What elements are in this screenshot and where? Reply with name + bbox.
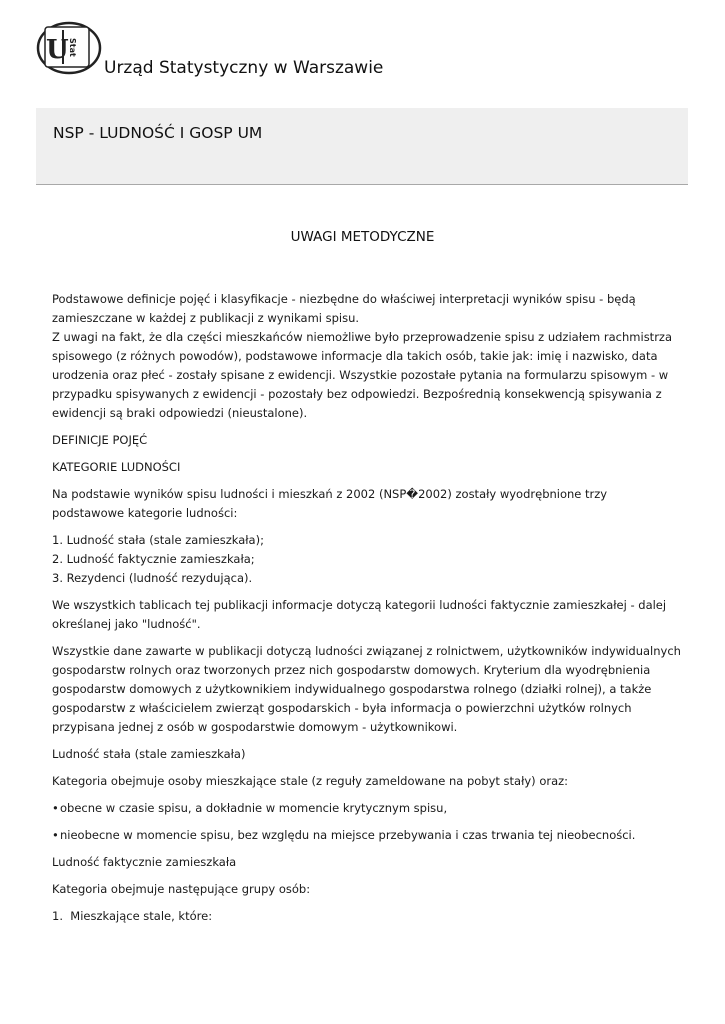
list-item: •obecne w czasie spisu, a dokładnie w momencie krytycznym spisu, xyxy=(52,799,682,818)
actual-item-1: 1. Mieszkające stale, które: xyxy=(52,909,213,923)
categories-heading: KATEGORIE LUDNOŚCI xyxy=(52,460,181,474)
definitions-heading: DEFINICJE POJĘĆ xyxy=(52,433,148,447)
ustat-logo xyxy=(36,20,102,76)
permanent-heading: Ludność stała (stale zamieszkała) xyxy=(52,747,246,761)
list-item: •nieobecne w momencie spisu, bez względu na miejsce przebywania i czas trwania tej nieobecności. xyxy=(52,826,682,845)
actual-heading: Ludność faktycznie zamieszkała xyxy=(52,855,237,869)
list-item: 1. Ludność stała (stale zamieszkała); xyxy=(52,533,264,547)
svg-text:Stat: Stat xyxy=(68,38,77,57)
title-banner xyxy=(36,108,688,185)
farming-note: Wszystkie dane zawarte w publikacji dotyczą ludności związanej z rolnictwem, użytkowników indywidualnych gospodarstw rolnych oraz tworzonych przez nich gospodarstw domowych. Kryterium dla wyodrębnienia gospodarstw domowych z użytkownikiem indywidualnego gospodarstwa rolnego (działki rolnej), a także gospodarstw z właścicielem zwierząt gospodarskich - była informacja o powierzchni użytków rolnych przypisana jednej z osób w gospodarstwie domowym - użytkownikowi. xyxy=(52,644,681,734)
document-body xyxy=(52,290,682,934)
list-item: 2. Ludność faktycznie zamieszkała; xyxy=(52,552,255,566)
svg-text:U: U xyxy=(46,35,69,65)
categories-intro: Na podstawie wyników spisu ludności i mieszkań z 2002 (NSP�2002) zostały wyodrębnione trzy podstawowe kategorie ludności: xyxy=(52,487,608,520)
intro-paragraph-1: Podstawowe definicje pojęć i klasyfikacje - niezbędne do właściwej interpretacji wyników spisu - będą zamieszczane w każdej z publikacji z wynikami spisu. xyxy=(52,292,636,325)
permanent-bullets xyxy=(52,799,682,845)
organization-name: Urząd Statystyczny w Warszawie xyxy=(104,58,384,78)
bullet-icon: • xyxy=(52,801,59,815)
bullet-icon: • xyxy=(52,828,59,842)
intro-paragraph-2: Z uwagi na fakt, że dla części mieszkańców niemożliwe było przeprowadzenie spisu z udziałem rachmistrza spisowego (z różnych powodów), podstawowe informacje dla takich osób, takie jak: imię i nazwisko, data urodzenia oraz płeć - zostały spisane z ewidencji. Wszystkie pozostałe pytania na formularzu spisowym - w przypadku spisywanych z ewidencji - pozostały bez odpowiedzi. Bezpośrednią konsekwencją spisywania z ewidencji są braki odpowiedzi (nieustalone). xyxy=(52,330,673,420)
list-item: 3. Rezydenci (ludność rezydująca). xyxy=(52,571,253,585)
categories-list xyxy=(52,531,682,588)
tables-note: We wszystkich tablicach tej publikacji informacje dotyczą kategorii ludności faktycznie zamieszkałej - dalej określanej jako "ludność". xyxy=(52,598,667,631)
section-title: UWAGI METODYCZNE xyxy=(290,229,435,245)
publication-title: NSP - LUDNOŚĆ I GOSP UM xyxy=(53,124,263,142)
header xyxy=(36,20,696,76)
permanent-intro: Kategoria obejmuje osoby mieszkające stale (z reguły zameldowane na pobyt stały) oraz: xyxy=(52,774,569,788)
actual-intro: Kategoria obejmuje następujące grupy osób: xyxy=(52,882,311,896)
